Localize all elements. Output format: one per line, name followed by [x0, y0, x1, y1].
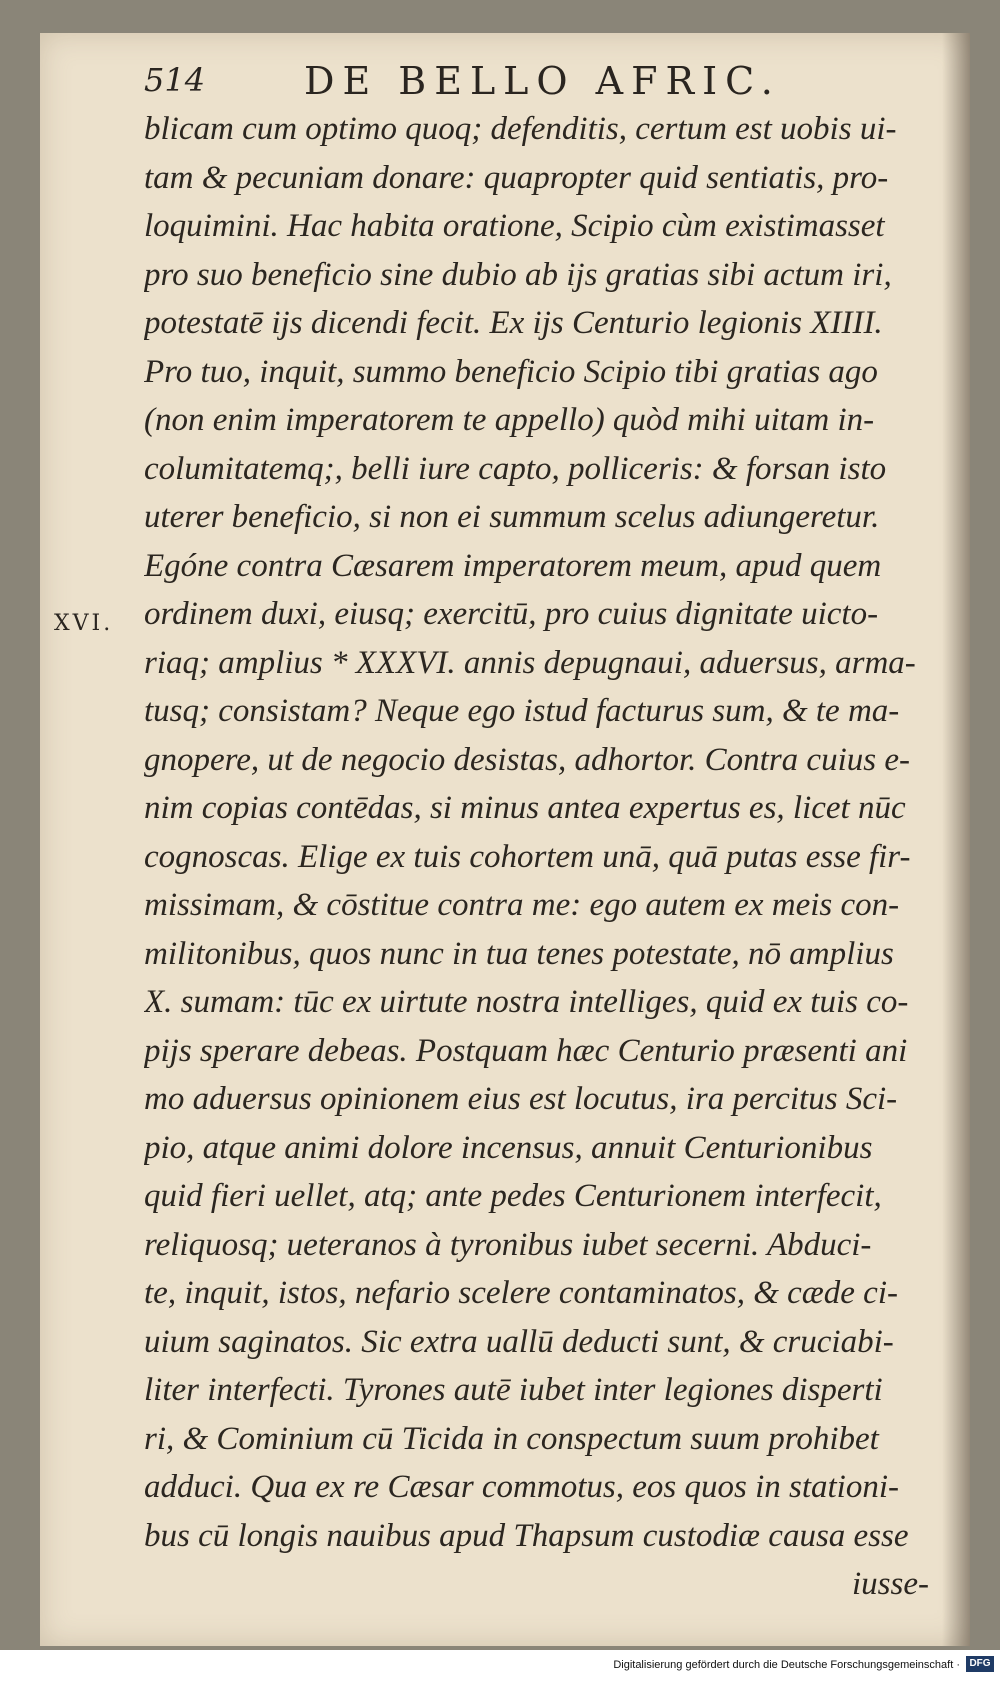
text-line: (non enim imperatorem te appello) quòd mihi uitam in-: [144, 402, 875, 438]
text-line: blicam cum optimo quoq; defenditis, certum est uobis ui-: [144, 111, 897, 147]
text-line: columitatemq;, belli iure capto, polliceris: & forsan isto: [144, 450, 887, 487]
text-line: Egóne contra Cæsarem imperatorem meum, apud quem: [144, 547, 882, 584]
text-line: pro suo beneficio sine dubio ab ijs gratias sibi actum iri,: [144, 256, 892, 293]
text-line: riaq; amplius * XXXVI. annis depugnaui, aduersus, arma-: [144, 644, 916, 681]
body-text: [144, 105, 974, 1609]
text-line: reliquosq; ueteranos à tyronibus iubet secerni. Abduci-: [144, 1226, 872, 1263]
text-line: loquimini. Hac habita oratione, Scipio cùm existimasset: [144, 208, 885, 244]
text-line: cognoscas. Elige ex tuis cohortem unā, quā putas esse fir-: [144, 838, 911, 875]
text-line: militonibus, quos nunc in tua tenes potestate, nō amplius: [144, 935, 894, 972]
page-number: 514: [144, 61, 206, 99]
text-line: uterer beneficio, si non ei summum scelus adiungeretur.: [144, 499, 880, 535]
dfg-logo: DFG: [966, 1656, 994, 1672]
text-line: uium saginatos. Sic extra uallū deducti sunt, & cruciabi-: [144, 1323, 894, 1360]
text-line: X. sumam: tūc ex uirtute nostra intelliges, quid ex tuis co-: [144, 984, 909, 1020]
text-line: bus cū longis nauibus apud Thapsum custodiæ causa esse: [144, 1517, 909, 1554]
text-line: ri, & Cominium cū Ticida in conspectum suum prohibet: [144, 1420, 879, 1457]
text-line: tusq; consistam? Neque ego istud facturus sum, & te ma-: [144, 693, 900, 729]
book-page: [40, 33, 970, 1646]
text-line: nim copias contēdas, si minus antea expertus es, licet nūc: [144, 790, 906, 826]
marginal-note: XVI.: [54, 611, 114, 636]
text-line: mo aduersus opinionem eius est locutus, ira percitus Sci-: [144, 1081, 898, 1117]
text-line: pijs sperare debeas. Postquam hæc Centurio præsenti ani: [144, 1032, 908, 1069]
text-line: ordinem duxi, eiusq; exercitū, pro cuius dignitate uicto-: [144, 596, 879, 632]
text-line: liter interfecti. Tyrones autē iubet inter legiones disperti: [144, 1372, 883, 1408]
running-head: [144, 55, 844, 105]
catchword: iusse-: [852, 1566, 929, 1602]
text-line: potestatē ijs dicendi fecit. Ex ijs Centurio legionis XIIII.: [144, 305, 883, 341]
text-line: Pro tuo, inquit, summo beneficio Scipio tibi gratias ago: [144, 353, 878, 390]
text-line: tam & pecuniam donare: quapropter quid sentiatis, pro-: [144, 159, 889, 196]
text-line: missimam, & cōstitue contra me: ego autem ex meis con-: [144, 887, 900, 923]
text-line: adduci. Qua ex re Cæsar commotus, eos quos in stationi-: [144, 1469, 899, 1505]
text-line: te, inquit, istos, nefario scelere contaminatos, & cæde ci-: [144, 1275, 898, 1311]
text-line: quid fieri uellet, atq; ante pedes Centurionem interfecit,: [144, 1178, 882, 1214]
text-line: gnopere, ut de negocio desistas, adhortor. Contra cuius e-: [144, 741, 910, 778]
running-title: DE BELLO AFRIC.: [304, 59, 781, 103]
footer-bar: [0, 1650, 1000, 1681]
funding-credit: Digitalisierung gefördert durch die Deutsche Forschungsgemeinschaft ·: [613, 1659, 960, 1671]
text-line: pio, atque animi dolore incensus, annuit Centurionibus: [144, 1129, 873, 1166]
